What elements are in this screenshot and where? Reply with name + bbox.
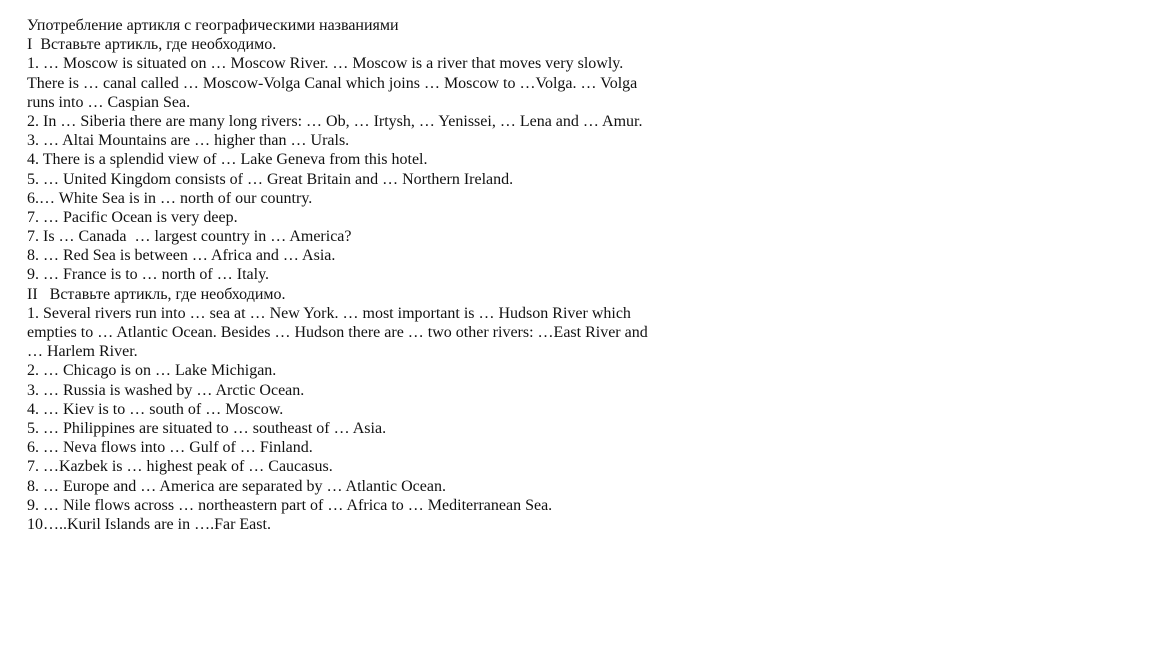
exercise-line: 6.… White Sea is in … north of our country. (27, 189, 313, 207)
exercise-line: 7. … Pacific Ocean is very deep. (27, 208, 238, 226)
exercise-line: 1. … Moscow is situated on … Moscow River. … Moscow is a river that moves very slowly. (27, 55, 624, 73)
exercise-line: 7. Is … Canada … largest country in … America? (27, 228, 352, 246)
exercise-line: 6. … Neva flows into … Gulf of … Finland. (27, 439, 313, 457)
section-1-heading: I Вставьте артикль, где необходимо. (27, 36, 277, 54)
document-body (27, 16, 707, 534)
section-2-heading: II Вставьте артикль, где необходимо. (27, 285, 286, 303)
exercise-line: 8. … Europe and … America are separated by … Atlantic Ocean. (27, 477, 446, 495)
exercise-line: 10…..Kuril Islands are in ….Far East. (27, 515, 271, 533)
exercise-line: 9. … France is to … north of … Italy. (27, 266, 270, 284)
exercise-line: 2. … Chicago is on … Lake Michigan. (27, 362, 277, 380)
exercise-line: 9. … Nile flows across … northeastern part of … Africa to … Mediterranean Sea. (27, 496, 553, 514)
exercise-line: runs into … Caspian Sea. (27, 93, 191, 111)
exercise-line: 7. …Kazbek is … highest peak of … Caucasus. (27, 458, 333, 476)
exercise-line: … Harlem River. (27, 343, 138, 361)
section-2 (27, 285, 707, 534)
exercise-line: 5. … Philippines are situated to … southeast of … Asia. (27, 419, 387, 437)
exercise-line: 3. … Altai Mountains are … higher than … Urals. (27, 132, 350, 150)
exercise-line: 3. … Russia is washed by … Arctic Ocean. (27, 381, 305, 399)
exercise-line: 1. Several rivers run into … sea at … New York. … most important is … Hudson River which (27, 304, 631, 322)
document-title: Употребление артикля с географическими названиями (27, 17, 399, 34)
exercise-line: 4. There is a splendid view of … Lake Geneva from this hotel. (27, 151, 428, 169)
exercise-line: There is … canal called … Moscow-Volga Canal which joins … Moscow to …Volga. … Volga (27, 74, 638, 92)
exercise-line: 4. … Kiev is to … south of … Moscow. (27, 400, 284, 418)
exercise-line: 8. … Red Sea is between … Africa and … Asia. (27, 247, 336, 265)
exercise-line: 2. In … Siberia there are many long rivers: … Ob, … Irtysh, … Yenissei, … Lena and … Amur. (27, 112, 643, 130)
section-1 (27, 35, 707, 284)
exercise-line: empties to … Atlantic Ocean. Besides … Hudson there are … two other rivers: …East River and (27, 324, 648, 341)
exercise-line: 5. … United Kingdom consists of … Great Britain and … Northern Ireland. (27, 170, 514, 188)
